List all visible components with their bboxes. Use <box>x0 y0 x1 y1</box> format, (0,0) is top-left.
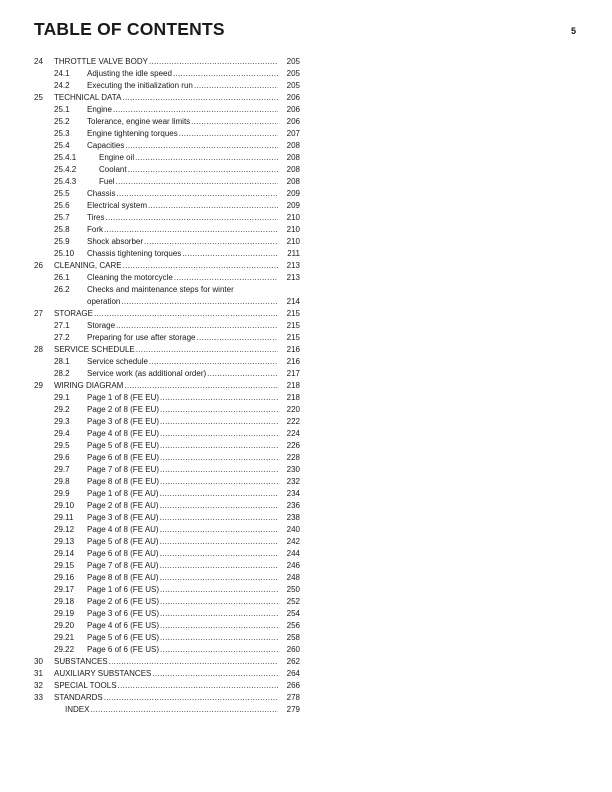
dot-leader <box>116 188 278 200</box>
toc-entry-label: Page 1 of 6 (FE US) <box>87 585 160 594</box>
toc-entry-label: Chassis tightening torques <box>87 249 182 258</box>
dot-leader <box>105 212 278 224</box>
toc-entry-label: Page 5 of 6 (FE US) <box>87 633 160 642</box>
toc-entry-label: Fuel <box>99 177 115 186</box>
toc-entry[interactable] <box>34 428 300 440</box>
toc-entry-number: 29.6 <box>54 453 70 462</box>
toc-entry-number: 25.9 <box>54 237 70 246</box>
toc-entry[interactable] <box>34 524 300 536</box>
toc-entry[interactable] <box>34 236 300 248</box>
toc-entry-label: SUBSTANCES <box>54 657 108 666</box>
toc-entry-number: 24.1 <box>54 69 70 78</box>
toc-entry-number: 25.6 <box>54 201 70 210</box>
toc-entry-page: 208 <box>286 165 300 174</box>
dot-leader <box>113 104 278 116</box>
toc-entry-label: Chassis <box>87 189 116 198</box>
toc-entry[interactable] <box>34 212 300 224</box>
toc-entry-label: Page 3 of 8 (FE EU) <box>87 417 160 426</box>
toc-entry[interactable] <box>34 248 300 260</box>
dot-leader <box>160 548 278 560</box>
toc-entry[interactable] <box>34 656 300 668</box>
toc-entry-number: 25.4.2 <box>54 165 77 174</box>
dot-leader <box>160 608 278 620</box>
toc-entry[interactable] <box>34 224 300 236</box>
toc-entry-number: 26.1 <box>54 273 70 282</box>
dot-leader <box>160 416 278 428</box>
toc-entry-label: Fork <box>87 225 103 234</box>
toc-entry-number: 29.13 <box>54 537 75 546</box>
dot-leader <box>121 296 278 308</box>
toc-entry-page: 216 <box>286 357 300 366</box>
toc-entry-label: Adjusting the idle speed <box>87 69 172 78</box>
toc-entry-label: Cleaning the motorcycle <box>87 273 173 282</box>
toc-entry-label: SPECIAL TOOLS <box>54 681 117 690</box>
toc-entry-page: 208 <box>286 153 300 162</box>
toc-entry-label: Page 2 of 8 (FE AU) <box>87 501 159 510</box>
toc-entry-label: Capacities <box>87 141 125 150</box>
toc-entry[interactable] <box>34 476 300 488</box>
toc-entry-page: 256 <box>286 621 300 630</box>
toc-entry-page: 238 <box>286 513 300 522</box>
toc-entry-number: 29.2 <box>54 405 70 414</box>
table-of-contents <box>34 56 300 716</box>
dot-leader <box>160 632 278 644</box>
toc-entry[interactable] <box>34 488 300 500</box>
dot-leader <box>191 116 278 128</box>
dot-leader <box>123 260 278 272</box>
toc-entry-page: 222 <box>286 417 300 426</box>
toc-entry-label: Engine tightening torques <box>87 129 178 138</box>
toc-entry-page: 279 <box>286 705 300 714</box>
toc-entry-label: Page 3 of 8 (FE AU) <box>87 513 159 522</box>
toc-entry[interactable] <box>34 536 300 548</box>
toc-entry[interactable] <box>34 500 300 512</box>
toc-entry-page: 210 <box>286 213 300 222</box>
toc-entry-number: 29.10 <box>54 501 75 510</box>
dot-leader <box>104 224 278 236</box>
dot-leader <box>116 176 278 188</box>
toc-entry-label: Tires <box>87 213 105 222</box>
toc-entry-number: 32 <box>34 681 43 690</box>
dot-leader <box>136 344 278 356</box>
toc-entry-page: 242 <box>286 537 300 546</box>
toc-entry[interactable] <box>34 452 300 464</box>
toc-entry[interactable] <box>34 104 300 116</box>
toc-entry-number: 25.3 <box>54 129 70 138</box>
toc-entry[interactable] <box>34 320 300 332</box>
toc-entry-label: Page 4 of 8 (FE EU) <box>87 429 160 438</box>
toc-entry[interactable] <box>34 380 300 392</box>
toc-entry-number: 30 <box>34 657 43 666</box>
toc-entry-page: 216 <box>286 345 300 354</box>
toc-entry[interactable] <box>34 668 300 680</box>
dot-leader <box>160 440 278 452</box>
toc-entry-label: Page 7 of 8 (FE AU) <box>87 561 159 570</box>
dot-leader <box>149 356 278 368</box>
dot-leader <box>197 332 278 344</box>
toc-entry-page: 205 <box>286 81 300 90</box>
toc-entry-label: Page 3 of 6 (FE US) <box>87 609 160 618</box>
dot-leader <box>173 68 278 80</box>
toc-entry-label: Shock absorber <box>87 237 144 246</box>
dot-leader <box>160 560 278 572</box>
toc-entry[interactable] <box>34 92 300 104</box>
toc-entry[interactable] <box>34 332 300 344</box>
dot-leader <box>160 392 278 404</box>
toc-entry[interactable] <box>34 116 300 128</box>
dot-leader <box>144 236 278 248</box>
toc-entry-label: Tolerance, engine wear limits <box>87 117 191 126</box>
toc-entry[interactable] <box>34 680 300 692</box>
toc-entry[interactable] <box>34 512 300 524</box>
toc-entry[interactable] <box>34 440 300 452</box>
toc-entry-page: 209 <box>286 201 300 210</box>
toc-entry[interactable] <box>34 56 300 68</box>
toc-entry-number: 28.1 <box>54 357 70 366</box>
toc-entry-page: 206 <box>286 117 300 126</box>
dot-leader <box>160 524 278 536</box>
toc-entry[interactable] <box>34 128 300 140</box>
toc-entry-label: WIRING DIAGRAM <box>54 381 124 390</box>
toc-entry-label: Electrical system <box>87 201 148 210</box>
dot-leader <box>182 248 278 260</box>
toc-entry-page: 218 <box>286 381 300 390</box>
toc-entry-number: 25.10 <box>54 249 75 258</box>
toc-entry-label: Service work (as additional order) <box>87 369 207 378</box>
toc-entry-page: 262 <box>286 657 300 666</box>
toc-entry-label: THROTTLE VALVE BODY <box>54 57 148 66</box>
dot-leader <box>160 596 278 608</box>
dot-leader <box>149 56 278 68</box>
toc-entry-number: 29.22 <box>54 645 75 654</box>
toc-entry-label: AUXILIARY SUBSTANCES <box>54 669 152 678</box>
dot-leader <box>160 512 278 524</box>
toc-entry-label: Executing the initialization run <box>87 81 193 90</box>
toc-entry-page: 206 <box>286 93 300 102</box>
toc-entry-number: 29.4 <box>54 429 70 438</box>
toc-entry-label: Page 2 of 6 (FE US) <box>87 597 160 606</box>
toc-entry-number: 25.4.1 <box>54 153 77 162</box>
dot-leader <box>160 500 278 512</box>
toc-entry[interactable] <box>34 260 300 272</box>
toc-entry-number: 25.5 <box>54 189 70 198</box>
toc-entry-number: 33 <box>34 693 43 702</box>
toc-entry-number: 29 <box>34 381 43 390</box>
toc-entry-page: 208 <box>286 141 300 150</box>
toc-entry-page: 232 <box>286 477 300 486</box>
dot-leader <box>160 404 278 416</box>
toc-entry-page: 240 <box>286 525 300 534</box>
toc-entry[interactable] <box>34 152 300 164</box>
page-number: 5 <box>571 26 577 36</box>
toc-entry[interactable] <box>34 584 300 596</box>
toc-entry-page: 205 <box>286 57 300 66</box>
toc-entry-number: 25 <box>34 93 43 102</box>
toc-entry-label: Page 2 of 8 (FE EU) <box>87 405 160 414</box>
toc-entry[interactable] <box>34 272 300 284</box>
toc-entry-number: 28 <box>34 345 43 354</box>
toc-entry-page: 207 <box>286 129 300 138</box>
toc-entry-page: 226 <box>286 441 300 450</box>
dot-leader <box>122 92 278 104</box>
toc-entry-number: 25.7 <box>54 213 70 222</box>
toc-entry[interactable] <box>34 704 300 716</box>
toc-entry-page: 250 <box>286 585 300 594</box>
toc-entry-number: 24.2 <box>54 81 70 90</box>
toc-entry-page: 234 <box>286 489 300 498</box>
toc-entry-number: 29.5 <box>54 441 70 450</box>
page-title: TABLE OF CONTENTS <box>34 19 225 39</box>
toc-entry-page: 254 <box>286 609 300 618</box>
dot-leader <box>160 536 278 548</box>
toc-entry-page: 224 <box>286 429 300 438</box>
toc-entry-number: 29.17 <box>54 585 75 594</box>
toc-entry[interactable] <box>34 572 300 584</box>
toc-entry-label: CLEANING, CARE <box>54 261 122 270</box>
dot-leader <box>124 380 278 392</box>
toc-entry-page: 214 <box>286 297 300 306</box>
dot-leader <box>194 80 278 92</box>
toc-entry[interactable] <box>34 464 300 476</box>
dot-leader <box>128 164 278 176</box>
toc-entry-number: 29.16 <box>54 573 75 582</box>
toc-entry-page: 218 <box>286 393 300 402</box>
dot-leader <box>160 452 278 464</box>
toc-entry-label: STANDARDS <box>54 693 103 702</box>
dot-leader <box>160 488 278 500</box>
toc-entry-page: 210 <box>286 237 300 246</box>
toc-entry-page: 248 <box>286 573 300 582</box>
toc-entry[interactable] <box>34 608 300 620</box>
toc-entry-number: 27.2 <box>54 333 70 342</box>
dot-leader <box>104 692 278 704</box>
dot-leader <box>160 464 278 476</box>
dot-leader <box>160 620 278 632</box>
dot-leader <box>116 320 278 332</box>
toc-entry-label: Page 6 of 8 (FE EU) <box>87 453 160 462</box>
dot-leader <box>148 200 278 212</box>
toc-entry-page: 215 <box>286 333 300 342</box>
toc-entry-page: 213 <box>286 261 300 270</box>
toc-entry-label: Checks and maintenance steps for winter <box>87 285 234 294</box>
dot-leader <box>160 644 278 656</box>
toc-entry[interactable] <box>34 548 300 560</box>
toc-entry-number: 29.3 <box>54 417 70 426</box>
dot-leader <box>94 308 278 320</box>
toc-entry-label: STORAGE <box>54 309 93 318</box>
toc-entry[interactable] <box>34 68 300 80</box>
toc-entry-number: 29.9 <box>54 489 70 498</box>
toc-entry-label-continued: operation <box>87 297 121 306</box>
toc-entry[interactable] <box>34 80 300 92</box>
toc-entry[interactable] <box>34 368 300 380</box>
toc-entry-number: 29.1 <box>54 393 70 402</box>
toc-entry-number: 25.8 <box>54 225 70 234</box>
toc-entry-label: SERVICE SCHEDULE <box>54 345 135 354</box>
toc-entry-page: 278 <box>286 693 300 702</box>
toc-entry-label: Storage <box>87 321 116 330</box>
toc-entry-label: Page 1 of 8 (FE AU) <box>87 489 159 498</box>
toc-entry[interactable] <box>34 284 300 308</box>
toc-entry-label: Engine <box>87 105 112 114</box>
toc-entry-page: 211 <box>287 249 300 258</box>
toc-entry-page: 205 <box>286 69 300 78</box>
toc-entry[interactable] <box>34 632 300 644</box>
toc-entry-label: Coolant <box>99 165 127 174</box>
toc-entry[interactable] <box>34 692 300 704</box>
toc-entry-label: Page 1 of 8 (FE EU) <box>87 393 160 402</box>
toc-entry-number: 26.2 <box>54 285 70 294</box>
toc-entry[interactable] <box>34 164 300 176</box>
toc-entry-number: 29.8 <box>54 477 70 486</box>
dot-leader <box>160 428 278 440</box>
dot-leader <box>90 704 278 716</box>
dot-leader <box>207 368 278 380</box>
dot-leader <box>135 152 278 164</box>
toc-entry-label: Engine oil <box>99 153 135 162</box>
toc-entry-page: 215 <box>286 309 300 318</box>
toc-entry-number: 27.1 <box>54 321 70 330</box>
toc-entry[interactable] <box>34 176 300 188</box>
toc-entry[interactable] <box>34 560 300 572</box>
dot-leader <box>125 140 278 152</box>
toc-entry[interactable] <box>34 644 300 656</box>
dot-leader <box>160 584 278 596</box>
toc-entry-label: Page 6 of 6 (FE US) <box>87 645 160 654</box>
toc-entry[interactable] <box>34 620 300 632</box>
toc-entry-page: 209 <box>286 189 300 198</box>
toc-entry-label: Page 4 of 6 (FE US) <box>87 621 160 630</box>
toc-entry-number: 29.14 <box>54 549 75 558</box>
toc-entry-page: 258 <box>286 633 300 642</box>
toc-entry-number: 29.18 <box>54 597 75 606</box>
toc-entry-page: 208 <box>286 177 300 186</box>
toc-entry-number: 29.7 <box>54 465 70 474</box>
toc-entry-label: Page 8 of 8 (FE AU) <box>87 573 159 582</box>
toc-entry[interactable] <box>34 356 300 368</box>
toc-entry-number: 27 <box>34 309 43 318</box>
dot-leader <box>109 656 278 668</box>
toc-entry-number: 25.2 <box>54 117 70 126</box>
dot-leader <box>160 572 278 584</box>
toc-entry-page: 220 <box>286 405 300 414</box>
toc-entry-page: 236 <box>286 501 300 510</box>
toc-entry-label: Page 4 of 8 (FE AU) <box>87 525 159 534</box>
toc-entry-number: 25.1 <box>54 105 70 114</box>
toc-entry[interactable] <box>34 416 300 428</box>
toc-entry[interactable] <box>34 308 300 320</box>
toc-entry[interactable] <box>34 140 300 152</box>
toc-entry-label: TECHNICAL DATA <box>54 93 122 102</box>
toc-entry-label: Page 6 of 8 (FE AU) <box>87 549 159 558</box>
toc-entry-label: Page 5 of 8 (FE EU) <box>87 441 160 450</box>
toc-entry-number: 29.11 <box>54 513 74 522</box>
toc-entry-label: Page 5 of 8 (FE AU) <box>87 537 159 546</box>
toc-entry-label: Page 8 of 8 (FE EU) <box>87 477 160 486</box>
toc-entry-number: 29.15 <box>54 561 75 570</box>
toc-entry-number: 26 <box>34 261 43 270</box>
dot-leader <box>174 272 278 284</box>
toc-entry-label: Page 7 of 8 (FE EU) <box>87 465 160 474</box>
toc-entry[interactable] <box>34 344 300 356</box>
toc-entry-number: 28.2 <box>54 369 70 378</box>
toc-entry-label: Preparing for use after storage <box>87 333 196 342</box>
toc-entry-page: 264 <box>286 669 300 678</box>
toc-entry-page: 246 <box>286 561 300 570</box>
toc-entry-number: 24 <box>34 57 43 66</box>
toc-entry-page: 213 <box>286 273 300 282</box>
toc-entry-page: 228 <box>286 453 300 462</box>
toc-entry-page: 266 <box>286 681 300 690</box>
toc-entry-label: INDEX <box>65 705 90 714</box>
toc-entry-page: 210 <box>286 225 300 234</box>
toc-entry[interactable] <box>34 596 300 608</box>
dot-leader <box>118 680 278 692</box>
toc-entry-number: 29.19 <box>54 609 75 618</box>
toc-entry-page: 215 <box>286 321 300 330</box>
dot-leader <box>179 128 278 140</box>
toc-entry-label: Service schedule <box>87 357 148 366</box>
toc-entry-number: 25.4 <box>54 141 70 150</box>
toc-entry-page: 206 <box>286 105 300 114</box>
toc-entry-page: 217 <box>286 369 300 378</box>
toc-entry-number: 31 <box>34 669 43 678</box>
dot-leader <box>152 668 278 680</box>
toc-entry-page: 230 <box>286 465 300 474</box>
toc-entry[interactable] <box>34 188 300 200</box>
toc-entry-number: 29.21 <box>54 633 75 642</box>
toc-entry-page: 252 <box>286 597 300 606</box>
toc-entry-number: 25.4.3 <box>54 177 77 186</box>
toc-entry-page: 260 <box>286 645 300 654</box>
toc-entry-page: 244 <box>286 549 300 558</box>
dot-leader <box>160 476 278 488</box>
toc-entry-number: 29.12 <box>54 525 75 534</box>
toc-entry[interactable] <box>34 404 300 416</box>
toc-entry[interactable] <box>34 200 300 212</box>
toc-entry[interactable] <box>34 392 300 404</box>
toc-entry-number: 29.20 <box>54 621 75 630</box>
